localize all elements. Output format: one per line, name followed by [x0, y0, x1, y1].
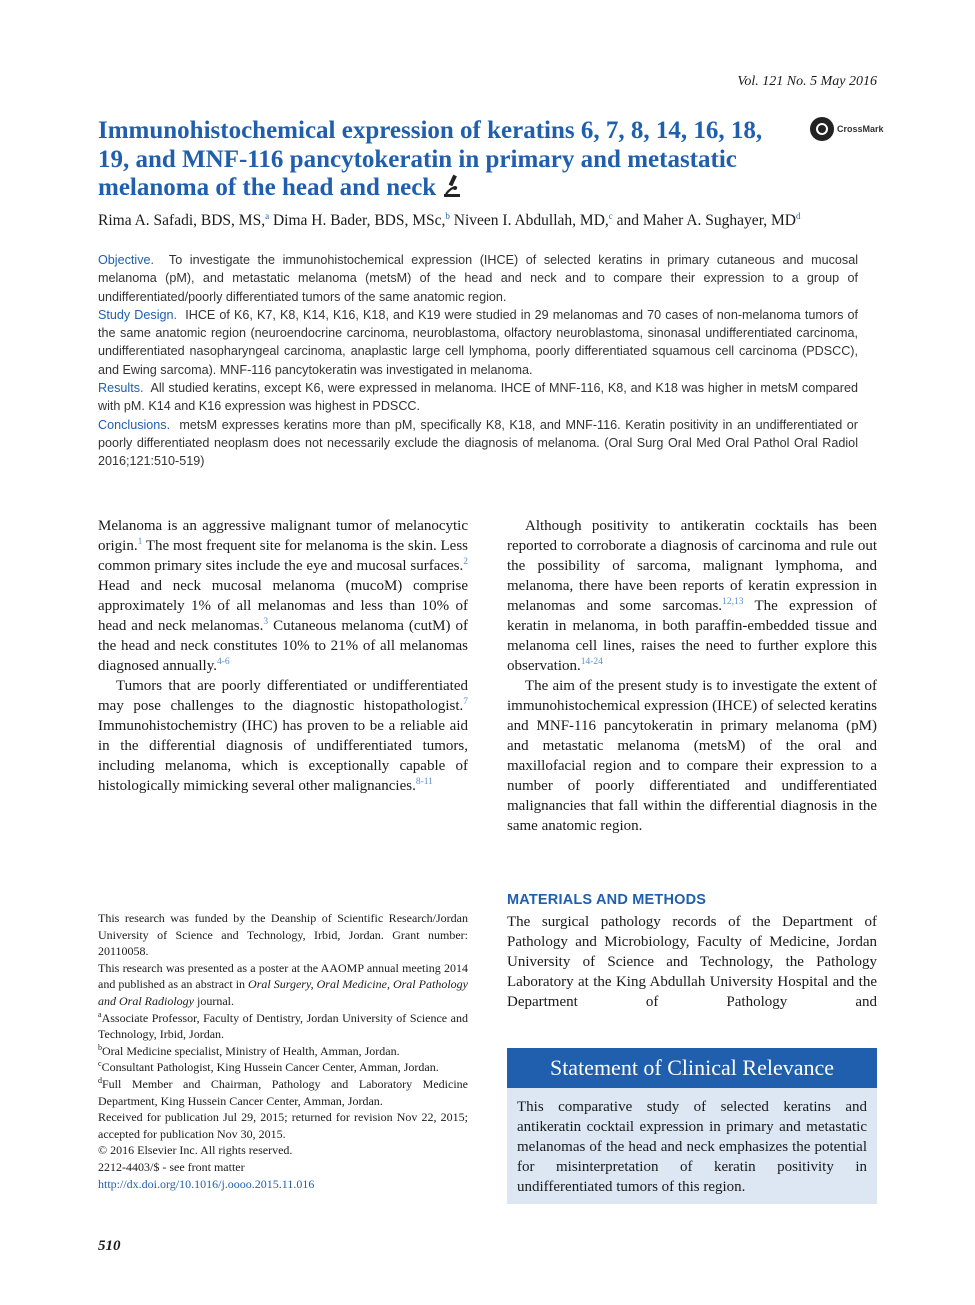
- affiliation-mark: b: [98, 1042, 102, 1052]
- reference-link[interactable]: 12,13: [722, 597, 744, 607]
- objective-text: To investigate the immunohistochemical expression (IHCE) of selected keratins in primary cutaneous and mucosal melanoma (pM), and metastatic melanoma (metsM) of the head and neck and to compare their expression to a group of undifferentiated/poorly differentiated tumors of the same anatomic region.: [98, 253, 858, 304]
- body-text: Tumors that are poorly differentiated or undifferentiated may pose challenges to the diagnostic histopathologist.: [98, 678, 468, 714]
- clinical-relevance-box: [507, 1048, 877, 1204]
- doi-link[interactable]: http://dx.doi.org/10.1016/j.oooo.2015.11.016: [98, 1176, 315, 1191]
- abstract-results: [98, 379, 858, 416]
- section-heading-methods: MATERIALS AND METHODS: [507, 892, 707, 908]
- abstract-conclusions: [98, 416, 858, 471]
- design-text: IHCE of K6, K7, K8, K14, K16, K18, and K19 were studied in 29 melanomas and 70 cases of non-melanoma tumors of the same anatomic region (neuroendocrine carcinoma, neuroblastoma, olfactory neuroblastoma, sinonasal undifferentiated carcinoma, undifferentiated nasopharyngeal carcinoma, anaplastic large cell lymphoma, poorly differentiated squamous cell carcinoma (PDSCC), and Ewing sarcoma). MNF-116 pancytokeratin was investigated in melanoma.: [98, 307, 859, 377]
- affiliation-mark: c: [98, 1059, 102, 1069]
- body-paragraph: [98, 516, 468, 676]
- clinical-relevance-heading: Statement of Clinical Relevance: [507, 1048, 877, 1088]
- affiliation-text: Full Member and Chairman, Pathology and Laboratory Medicine Department, King Hussein Cancer Center, Amman, Jordan.: [98, 1076, 468, 1108]
- reference-link[interactable]: 3: [263, 617, 269, 627]
- reference-link[interactable]: 2: [463, 557, 468, 567]
- received-note: Received for publication Jul 29, 2015; returned for revision Nov 22, 2015; accepted for publication Nov 30, 2015.: [98, 1110, 468, 1141]
- crossmark-label: CrossMark: [837, 124, 884, 134]
- affiliation-mark: d: [98, 1075, 102, 1085]
- footnotes: [98, 910, 468, 1192]
- affiliation-note: [98, 1043, 468, 1060]
- note-text: This research was presented as a poster at the AAOMP annual meeting 2014 and published as an abstract in: [98, 960, 468, 992]
- author-list: [98, 211, 800, 230]
- reference-link[interactable]: 7: [463, 697, 468, 707]
- body-text: The expression of keratin in melanoma, in both paraffin-embedded tissue and melanoma cell lines, raises the need to further explore this observation.: [507, 598, 877, 674]
- note-text: journal.: [194, 993, 234, 1008]
- design-label: Study Design.: [98, 307, 178, 322]
- affiliation-mark[interactable]: a: [265, 211, 270, 221]
- objective-label: Objective.: [98, 253, 154, 267]
- presentation-note: [98, 960, 468, 1010]
- abstract: [98, 251, 858, 471]
- affiliation-mark[interactable]: c: [608, 211, 613, 221]
- methods-paragraph: The surgical pathology records of the Department of Pathology and Microbiology, Faculty of Medicine, Jordan University of Science and Technology, the Pathology Laboratory at the King Abdullah University Hospital and the Department of Pathology and: [507, 914, 877, 1010]
- funding-note: This research was funded by the Deanship of Scientific Research/Jordan University of Science and Technology, Irbid, Jordan. Grant number: 20110058.: [98, 911, 468, 959]
- affiliation-text: Consultant Pathologist, King Hussein Cancer Center, Amman, Jordan.: [101, 1060, 439, 1075]
- body-text: Cutaneous melanoma (cutM) of the head and neck constitutes 10% to 21% of all melanomas diagnosed annually.: [98, 618, 468, 674]
- copyright-note: © 2016 Elsevier Inc. All rights reserved.: [98, 1143, 293, 1158]
- conclusions-label: Conclusions.: [98, 417, 171, 432]
- affiliation-text: Oral Medicine specialist, Ministry of Health, Amman, Jordan.: [102, 1043, 400, 1058]
- title-text: Immunohistochemical expression of keratins 6, 7, 8, 14, 16, 18, 19, and MNF-116 pancytokeratin in primary and metastatic melanoma of the head and neck: [98, 117, 763, 201]
- affiliation-mark[interactable]: b: [445, 211, 450, 221]
- reference-link[interactable]: 4-6: [217, 657, 230, 667]
- reference-link[interactable]: 1: [137, 537, 143, 547]
- affiliation-mark: a: [98, 1009, 102, 1019]
- body-paragraph: The aim of the present study is to investigate the extent of immunohistochemical expression (IHCE) of selected keratins and MNF-116 pancytokeratin in primary melanoma (pM) and metastatic melanoma (metsM) of the oral and maxillofacial region and to compare their expression to a number of poorly differentiated and undifferentiated malignancies that fall within the differential diagnosis in the same anatomic region.: [507, 678, 877, 834]
- article-title: [98, 117, 798, 203]
- conclusions-text: metsM expresses keratins more than pM, specifically K8, K18, and MNF-116. Keratin positivity in an undifferentiated or poorly differentiated neoplasm does not necessarily exclude the diagnosis of melanoma. (Oral Surg Oral Med Oral Pathol Oral Radiol 2016;121:510-519): [98, 417, 859, 469]
- body-text: Head and neck mucosal melanoma (mucoM) comprise approximately 1% of all melanomas and less than 10% of head and neck melanomas.: [98, 578, 468, 634]
- page-number: 510: [98, 1238, 121, 1254]
- body-column-left: [98, 516, 468, 796]
- affiliation-note: [98, 1076, 468, 1109]
- journal-info: Vol. 121 No. 5 May 2016: [737, 74, 877, 89]
- results-text: All studied keratins, except K6, were expressed in melanoma. IHCE of MNF-116, K8, and K18 was higher in metsM compared with pM. K14 and K16 expression was highest in PDSCC.: [98, 381, 858, 414]
- abstract-design: [98, 306, 858, 379]
- body-paragraph: [507, 516, 877, 676]
- journal-name: Oral Surgery, Oral Medicine, Oral Pathology and Oral Radiology: [98, 977, 468, 1008]
- results-label: Results.: [98, 381, 144, 396]
- body-text: Melanoma is an aggressive malignant tumor of melanocytic origin.: [98, 518, 468, 554]
- affiliation-note: [98, 1010, 468, 1043]
- body-text: Immunohistochemistry (IHC) has proven to be a reliable aid in the differential diagnosis of undifferentiated tumors, including melanoma, which is exceptionally capable of histologically mimicking several other malignancies.: [98, 718, 468, 794]
- body-paragraph: [98, 676, 468, 796]
- microscope-icon: [442, 174, 462, 198]
- affiliation-text: Associate Professor, Faculty of Dentistry, Jordan University of Science and Technology, Irbid, Jordan.: [98, 1010, 468, 1042]
- affiliation-mark[interactable]: d: [795, 211, 801, 221]
- issn-note: 2212-4403/$ - see front matter: [98, 1159, 245, 1174]
- reference-link[interactable]: 14-24: [580, 657, 603, 667]
- affiliation-note: [98, 1059, 468, 1076]
- body-text: Although positivity to antikeratin cocktails has been reported to corroborate a diagnosis of carcinoma and rule out the possibility of sarcoma, malignant lymphoma, and melanoma, there have been reports of keratin expression in melanomas and some sarcomas.: [507, 518, 877, 614]
- author: Rima A. Safadi, BDS, MS,: [98, 212, 266, 230]
- body-column-right: [507, 516, 877, 836]
- abstract-objective: [98, 251, 858, 306]
- clinical-relevance-text: This comparative study of selected keratins and antikeratin cocktail expression in primary and metastatic melanomas of the head and neck emphasizes the potential for misinterpretation of keratin positivity in undifferentiated tumors of this region.: [517, 1099, 867, 1195]
- author: and Maher A. Sughayer, MD: [616, 212, 796, 230]
- body-text: The most frequent site for melanoma is the skin. Less common primary sites include the eye and mucosal surfaces.: [98, 538, 468, 574]
- crossmark-badge[interactable]: [810, 117, 884, 141]
- crossmark-icon: [810, 117, 834, 141]
- author: Niveen I. Abdullah, MD,: [453, 212, 609, 230]
- author: Dima H. Bader, BDS, MSc,: [272, 212, 446, 230]
- reference-link[interactable]: 8-11: [415, 777, 433, 787]
